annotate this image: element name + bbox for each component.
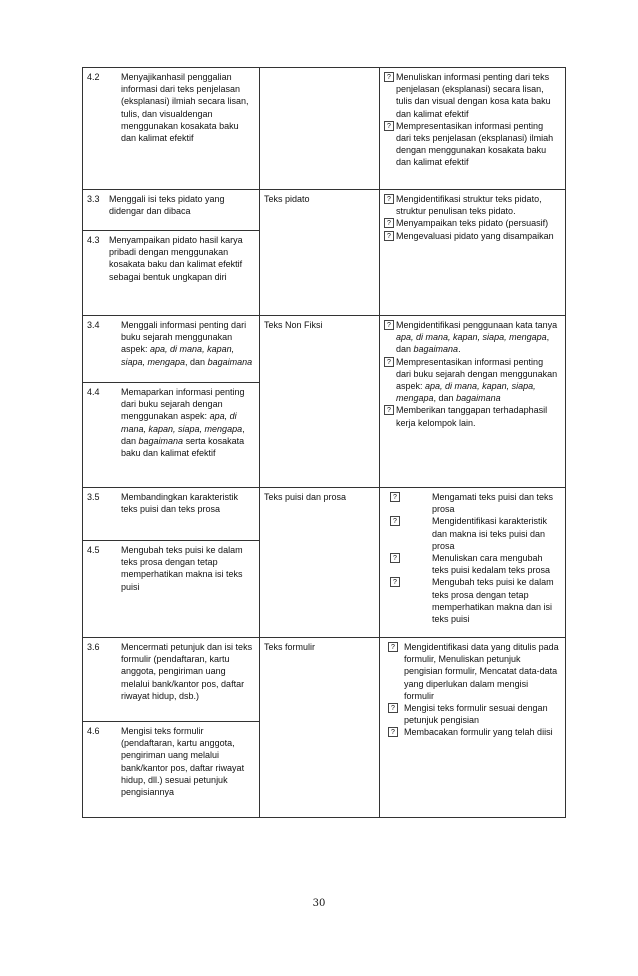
kd-item <box>83 383 259 463</box>
kd-number: 3.5 <box>87 492 100 502</box>
kd-item <box>83 638 259 721</box>
kd-item <box>83 231 259 287</box>
list-item: ? Menyampaikan teks pidato (persuasif) <box>384 217 559 229</box>
materi-cell <box>260 488 380 638</box>
kd-item <box>83 68 259 148</box>
kd-text: Menggali informasi penting dari buku sejarah menggunakan aspek: apa, di mana, kapan, siapa, mengapa, dan bagaimana <box>121 320 253 367</box>
checkbox-icon: ? <box>390 577 400 587</box>
kd-number: 3.4 <box>87 320 100 330</box>
list-item: ? Mengidentifikasi data yang ditulis pada formulir, Menuliskan petunjuk pengisian formulir, Mencatat data-data yang diperlukan dalam mengisi formulir <box>388 641 559 702</box>
materi-text: Teks formulir <box>264 642 316 652</box>
kd-item <box>83 190 259 230</box>
materi-cell <box>260 316 380 488</box>
checkbox-icon: ? <box>384 405 394 415</box>
checkbox-icon: ? <box>388 642 398 652</box>
list-item: ? Mengisi teks formulir sesuai dengan petunjuk pengisian <box>388 702 559 726</box>
list-item: ? Membacakan formulir yang telah diisi <box>388 726 559 738</box>
kd-text: Mengisi teks formulir (pendaftaran, kartu anggota, pengiriman uang melalui bank/kantor pos, daftar riwayat hidup, dll.) sesuai petunjuk pengisiannya <box>121 726 245 798</box>
materi-cell <box>260 68 380 190</box>
list-item: ? Menuliskan informasi penting dari teks penjelasan (eksplanasi) secara lisan, tulis dan visual dengan kosa kata baku dan kalimat efektif <box>384 71 559 120</box>
kd-cell <box>83 488 260 638</box>
materi-text: Teks Non Fiksi <box>264 320 323 330</box>
materi-text: Teks puisi dan prosa <box>264 492 347 502</box>
checkbox-icon: ? <box>384 320 394 330</box>
checkbox-icon: ? <box>384 72 394 82</box>
list-item: ? Mengidentifikasi struktur teks pidato, struktur penulisan teks pidato. <box>384 193 559 217</box>
kd-text: Mengubah teks puisi ke dalam teks prosa dengan tetap memperhatikan makna isi teks puisi <box>121 545 243 592</box>
kd-number: 4.5 <box>87 545 100 555</box>
kd-number: 4.4 <box>87 387 100 397</box>
list-item: ? Mengamati teks puisi dan teks prosa <box>390 491 559 515</box>
checkbox-icon: ? <box>384 121 394 131</box>
list-item: ? Mengevaluasi pidato yang disampaikan <box>384 230 559 242</box>
checkbox-icon: ? <box>384 194 394 204</box>
list-item: ? Mengidentifikasi penggunaan kata tanya apa, di mana, kapan, siapa, mengapa, dan bagaimana. <box>384 319 559 356</box>
kd-cell <box>83 68 260 190</box>
table-row <box>83 638 566 818</box>
activity-cell <box>380 68 566 190</box>
kd-cell <box>83 638 260 818</box>
materi-cell <box>260 190 380 316</box>
kd-number: 3.6 <box>87 642 100 652</box>
table-row <box>83 190 566 316</box>
activity-cell <box>380 190 566 316</box>
list-item: ? Mempresentasikan informasi penting dari teks penjelasan (eksplanasi) ilmiah dengan menggunakan kosakata baku dan kalimat efektif <box>384 120 559 169</box>
checkbox-icon: ? <box>384 218 394 228</box>
kd-item <box>83 488 259 540</box>
list-item: ? Memberikan tanggapan terhadaphasil kerja kelompok lain. <box>384 404 559 428</box>
kd-text: Membandingkan karakteristik teks puisi dan teks prosa <box>121 492 239 515</box>
kd-number: 3.3 <box>87 194 100 204</box>
checkbox-icon: ? <box>388 727 398 737</box>
table-row <box>83 68 566 190</box>
kd-item <box>83 316 259 382</box>
checkbox-icon: ? <box>390 492 400 502</box>
kd-cell <box>83 190 260 316</box>
list-item: ? Mengubah teks puisi ke dalam teks prosa dengan tetap memperhatikan makna dan isi teks puisi <box>390 576 559 625</box>
kd-text: Menyampaikan pidato hasil karya pribadi dengan menggunakan kosakata baku dan kalimat efektif sebagai bentuk ungkapan diri <box>109 235 243 282</box>
materi-text <box>260 68 379 74</box>
checkbox-icon: ? <box>388 703 398 713</box>
kd-number: 4.6 <box>87 726 100 736</box>
checkbox-icon: ? <box>384 357 394 367</box>
page-number: 30 <box>312 898 326 909</box>
list-item: ? Menuliskan cara mengubah teks puisi kedalam teks prosa <box>390 552 559 576</box>
list-item: ? Mempresentasikan informasi penting dari buku sejarah dengan menggunakan aspek: apa, di mana, kapan, siapa, mengapa, dan bagaimana <box>384 356 559 405</box>
kd-cell <box>83 316 260 488</box>
kd-number: 4.3 <box>87 235 100 245</box>
activity-cell <box>380 316 566 488</box>
kd-item <box>83 722 259 802</box>
activity-cell <box>380 488 566 638</box>
list-item: ? Mengidentifikasi karakteristik dan makna isi teks puisi dan prosa <box>390 515 559 552</box>
table-row <box>83 316 566 488</box>
kd-text: Menyajikanhasil penggalian informasi dari teks penjelasan (eksplanasi) ilmiah secara lisan, tulis, dan visualdengan menggunakan kosakata baku dan kalimat efektif <box>121 72 249 144</box>
kd-text: Memaparkan informasi penting dari buku sejarah dengan menggunakan aspek: apa, di mana, kapan, siapa, mengapa, dan bagaimana serta kosakata baku dan kalimat efektif <box>121 387 245 459</box>
checkbox-icon: ? <box>390 516 400 526</box>
table-row <box>83 488 566 638</box>
checkbox-icon: ? <box>390 553 400 563</box>
kd-item <box>83 541 259 597</box>
activity-cell <box>380 638 566 818</box>
checkbox-icon: ? <box>384 231 394 241</box>
kd-number: 4.2 <box>87 72 100 82</box>
syllabus-table <box>82 67 566 818</box>
kd-text: Mencermati petunjuk dan isi teks formulir (pendaftaran, kartu anggota, pengiriman uang melalui bank/kantor pos, daftar riwayat hidup, dsb.) <box>121 642 253 701</box>
materi-text: Teks pidato <box>264 194 310 204</box>
kd-text: Menggali isi teks pidato yang didengar dan dibaca <box>109 194 225 217</box>
materi-cell <box>260 638 380 818</box>
